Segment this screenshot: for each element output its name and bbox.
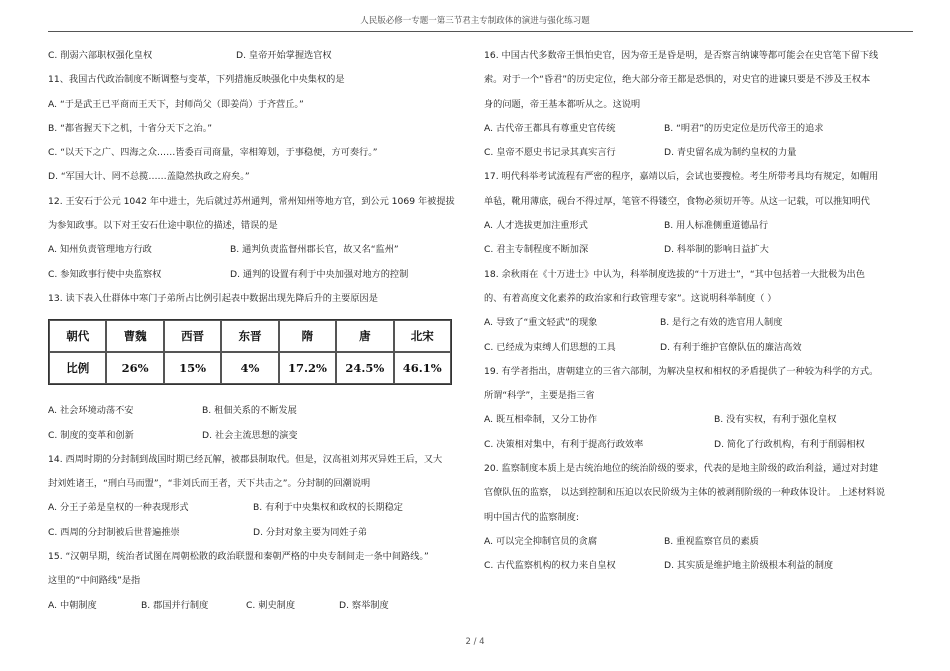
q16-option-d: D. 青史留名成为制约皇权的力量	[664, 147, 797, 159]
q12-stem: 12. 王安石于公元 1042 年中进士，先后就过苏州通判，常州知州等地方官，到公元 1069 年被提拔	[48, 195, 455, 207]
q13-option-b: B. 租佃关系的不断发展	[202, 405, 297, 417]
q14-option-b: B. 有利于中央集权和政权的长期稳定	[253, 502, 403, 514]
q15-stem-cont: 这里的“中间路线”是指	[48, 575, 141, 587]
q20-options-ab	[484, 530, 914, 554]
q17-options-ab	[484, 214, 914, 238]
q19-stem: 19. 有学者指出，唐朝建立的三省六部制，为解决皇权和相权的矛盾提供了一种较为科学的方式。	[484, 365, 879, 377]
q20-stem-cont: 官僚队伍的监察， 以达到控制和压迫以农民阶级为主体的被剥削阶级的一种政体设计。 上述材料说	[484, 487, 885, 499]
q14-stem: 14. 西周时期的分封制到战国时期已经瓦解，被郡县制取代。但是，汉高祖刘邦灭异姓王后，又大	[48, 453, 443, 465]
q12-options-cd	[48, 263, 458, 287]
q20-stem: 20. 监察制度本质上是古统治地位的统治阶级的要求，代表的是地主阶级的政治利益，通过对封建	[484, 463, 879, 475]
q13-option-c: C. 制度的变革和创新	[48, 429, 134, 441]
q14-option-d: D. 分封对象主要为同姓子弟	[253, 526, 367, 538]
q19-options-ab	[484, 408, 914, 432]
q15-stem: 15. “汉朝早期，统治者试图在周朝松散的政治联盟和秦朝严格的中央专制间走一条中间路线。”	[48, 551, 429, 563]
q16-option-c: C. 皇帝不愿史书记录其真实言行	[484, 147, 616, 159]
table-header-cell: 隋	[279, 320, 336, 352]
table-cell: 26%	[106, 352, 163, 384]
q20-option-d: D. 其实质是维护地主阶级根本利益的制度	[664, 560, 834, 572]
q12-option-a: A. 知州负责管理地方行政	[48, 244, 152, 256]
left-column	[48, 44, 458, 618]
q16-option-b: B. “明君”的历史定位是历代帝王的追求	[664, 122, 824, 134]
q11-option-c: C. “以天下之广、四海之众……皆委百司商量，宰相筹划，于事稳便，方可奏行。”	[48, 147, 378, 159]
q20-option-c: C. 古代监察机构的权力来自皇权	[484, 560, 616, 572]
q17-stem-cont: 单毡，靴用薄底，砚台不得过厚，笔管不得镂空，食物必须切开等。从这一记载，可以推知明代	[484, 195, 870, 207]
q14-stem-cont: 封刘姓诸王，“刑白马而盟”，“非刘氏而王者，天下共击之”。分封制的回潮说明	[48, 478, 371, 490]
page-number: 2 / 4	[465, 637, 485, 647]
q18-stem-cont: 的、有着高度文化素养的政治家和行政管理专家”。这说明科举制度（ ）	[484, 292, 777, 304]
table-header-cell: 朝代	[49, 320, 106, 352]
table-header-cell: 曹魏	[106, 320, 163, 352]
q17-option-b: B. 用人标准侧重道德品行	[664, 220, 769, 232]
q16-options-cd	[484, 141, 914, 165]
q14-option-c: C. 西周的分封制被后世普遍推崇	[48, 526, 180, 538]
q15-option-a: A. 中朝制度	[48, 599, 97, 611]
table-cell: 比例	[49, 352, 106, 384]
q18-option-c: C. 已经成为束缚人们思想的工具	[484, 341, 616, 353]
q10-option-d: D. 皇帝开始掌握选官权	[236, 50, 332, 61]
q18-options-ab	[484, 311, 914, 335]
q12-stem-cont: 为参知政事。以下对王安石仕途中职位的描述，错误的是	[48, 220, 278, 232]
q16-stem-cont: 索。对于一个“昏君”的历史定位，绝大部分帝王都是恐惧的，对史官的进谏只要是不涉及王权本	[484, 74, 871, 86]
ratio-table	[48, 319, 452, 385]
table-header-cell: 唐	[336, 320, 393, 352]
q17-stem: 17. 明代科举考试流程有严密的程序，嘉靖以后，会试也要搜检。考生所带考具均有规定，如帽用	[484, 171, 879, 183]
header-divider	[48, 31, 913, 32]
page-header: 人民版必修一专题一第三节君主专制政体的演进与强化练习题	[360, 16, 590, 26]
table-header-cell: 北宋	[394, 320, 451, 352]
q18-options-cd	[484, 336, 914, 360]
q20-option-b: B. 重视监察官员的素质	[664, 535, 759, 547]
q17-option-d: D. 科举制的影响日益扩大	[664, 244, 769, 256]
q19-stem-cont: 所谓“科学”，主要是指三省	[484, 390, 595, 402]
q18-option-a: A. 导致了“重文轻武”的现象	[484, 317, 598, 329]
q20-options-cd	[484, 554, 914, 578]
table-cell: 4%	[221, 352, 278, 384]
q18-option-d: D. 有利于维护官僚队伍的廉洁高效	[660, 341, 802, 353]
q13-options-ab	[48, 399, 458, 423]
q10-options	[48, 44, 458, 68]
q12-option-b: B. 通判负责监督州郡长官，故又名“监州”	[230, 244, 399, 256]
q12-option-c: C. 参知政事行使中央监察权	[48, 268, 162, 280]
q13-option-d: D. 社会主流思想的演变	[202, 429, 298, 441]
q18-stem: 18. 余秋雨在《十万进士》中认为，科举制度选拔的“十万进士”，“其中包括着一大批极为出色	[484, 268, 865, 280]
q14-options-ab	[48, 496, 458, 520]
q13-options-cd	[48, 424, 458, 448]
q16-options-ab	[484, 117, 914, 141]
q12-options-ab	[48, 238, 458, 262]
q15-options	[48, 594, 458, 618]
q20-option-a: A. 可以完全抑制官员的贪腐	[484, 535, 598, 547]
q13-option-a: A. 社会环境动荡不安	[48, 405, 134, 417]
q19-option-a: A. 既互相牵制，又分工协作	[484, 414, 598, 426]
q20-stem-cont: 明中国古代的监察制度:	[484, 511, 579, 523]
q11-stem: 11、我国古代政治制度不断调整与变革，下列措施反映强化中央集权的是	[48, 74, 345, 86]
q11-option-a: A. “于是武王已平商而王天下，封师尚父（即姜尚）于齐营丘。”	[48, 98, 304, 110]
q11-option-b: B. “都省握天下之机，十省分天下之治。”	[48, 122, 213, 134]
q16-stem: 16. 中国古代多数帝王惧怕史官，因为帝王是昏是明，是否察言纳谏等都可能会在史官笔下留下线	[484, 50, 879, 61]
q17-option-a: A. 人才选拔更加注重形式	[484, 220, 588, 232]
table-cell: 24.5%	[336, 352, 393, 384]
table-header-cell: 西晋	[164, 320, 221, 352]
right-column	[484, 44, 914, 579]
q19-option-d: D. 简化了行政机构，有利于削弱相权	[714, 438, 865, 450]
q15-option-b: B. 郡国并行制度	[141, 599, 209, 611]
table-header-cell: 东晋	[221, 320, 278, 352]
q16-stem-cont: 身的问题，帝王基本都听从之。这说明	[484, 98, 641, 110]
q19-option-b: B. 没有实权，有利于强化皇权	[714, 414, 837, 426]
q14-option-a: A. 分王子弟是皇权的一种表现形式	[48, 502, 189, 514]
q17-option-c: C. 君主专制程度不断加深	[484, 244, 589, 256]
q16-option-a: A. 古代帝王都具有尊重史官传统	[484, 122, 616, 134]
q14-options-cd	[48, 521, 458, 545]
q12-option-d: D. 通判的设置有利于中央加强对地方的控制	[230, 268, 409, 280]
q10-option-c: C. 削弱六部职权强化皇权	[48, 50, 153, 61]
q19-option-c: C. 决策相对集中，有利于提高行政效率	[484, 438, 644, 450]
q11-option-d: D. “军国大计、罔不总揽……盖隐然执政之府矣。”	[48, 171, 250, 183]
q13-stem: 13. 读下表入仕群体中寒门子弟所占比例引起表中数据出现先降后升的主要原因是	[48, 292, 378, 304]
q19-options-cd	[484, 433, 914, 457]
table-cell: 15%	[164, 352, 221, 384]
table-cell: 46.1%	[394, 352, 451, 384]
table-cell: 17.2%	[279, 352, 336, 384]
q15-option-c: C. 刺史制度	[246, 599, 296, 611]
q18-option-b: B. 是行之有效的选官用人制度	[660, 317, 783, 329]
q17-options-cd	[484, 238, 914, 262]
q15-option-d: D. 察举制度	[339, 599, 389, 611]
